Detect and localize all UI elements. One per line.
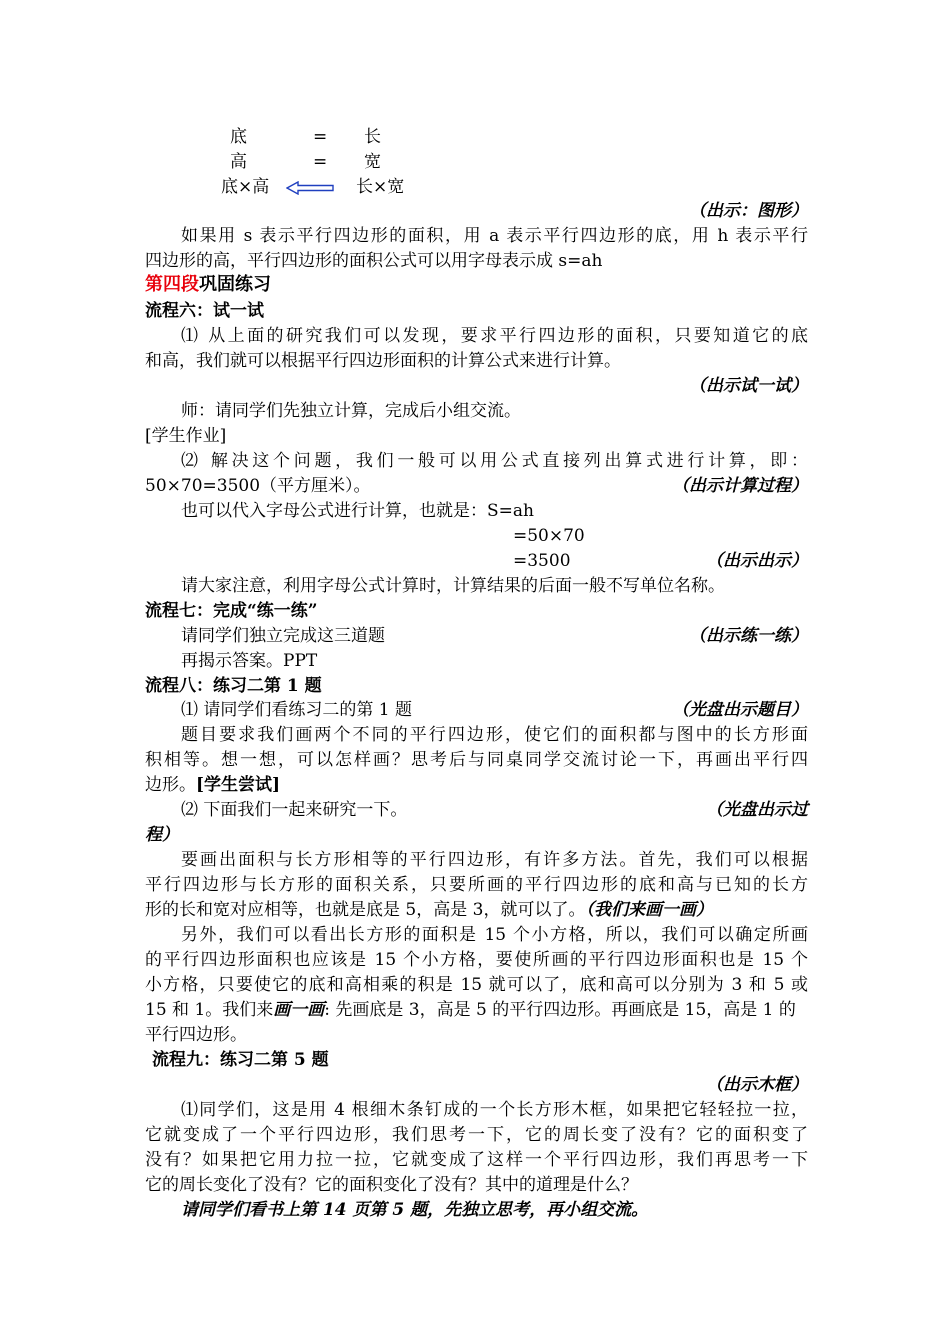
paragraph-line: 平行四边形。 xyxy=(145,1025,247,1045)
stage-note: （光盘出示题目） xyxy=(672,700,808,720)
stage-note: （出示：图形） xyxy=(689,201,808,221)
bracket-note: [学生作业] xyxy=(145,426,227,446)
paragraph-line: 积相等。想一想，可以怎样画？思考后与同桌同学交流讨论一下，再画出平行四 xyxy=(145,750,808,770)
paragraph-text: 边形。 xyxy=(145,775,196,795)
section-number: 第四段 xyxy=(145,274,199,295)
paragraph-line: ⑵ 解决这个问题，我们一般可以用公式直接列出算式进行计算，即： xyxy=(181,451,808,471)
hollow-left-arrow-icon xyxy=(286,181,334,195)
stage-note: （出示计算过程） xyxy=(672,476,808,496)
paragraph-line: 50×70=3500（平方厘米）。 xyxy=(145,476,371,496)
paragraph-text: 形的长和宽对应相等，也就是底是 5，高是 3，就可以了。 xyxy=(145,900,586,920)
paragraph-line: 请同学们独立完成这三道题 xyxy=(181,626,385,646)
paragraph-line xyxy=(145,898,713,922)
paragraph-line: 小方格，只要使它的底和高相乘的积是 15 就可以了，底和高可以分别为 3 和 5 或 xyxy=(145,975,808,995)
eq-height: 高 xyxy=(230,152,247,172)
eq-base-times-height: 底×高 xyxy=(221,177,270,197)
eq-equals: = xyxy=(313,152,328,172)
stage-note: （出示试一试） xyxy=(689,376,808,396)
eq-length-times-width: 长×宽 xyxy=(356,177,405,197)
paragraph-line: 四边形的高，平行四边形的面积公式可以用字母表示成 s=ah xyxy=(145,251,603,271)
paragraph-line: 它就变成了一个平行四边形，我们思考一下，它的周长变了没有？它的面积变了 xyxy=(145,1125,808,1145)
formula-step: =3500 xyxy=(513,551,571,571)
paragraph-line: 和高，我们就可以根据平行四边形面积的计算公式来进行计算。 xyxy=(145,351,621,371)
paragraph-line: ⑴ 请同学们看练习二的第 1 题 xyxy=(181,700,413,720)
stage-note: （出示练一练） xyxy=(689,626,808,646)
flow-heading: 流程九：练习二第 5 题 xyxy=(152,1050,329,1070)
paragraph-line: 平行四边形与长方形的面积关系，只要所画的平行四边形的底和高与已知的长方 xyxy=(145,875,808,895)
paragraph-line: 它的周长变化了没有？它的面积变化了没有？其中的道理是什么？ xyxy=(145,1175,638,1195)
paragraph-line: 另外，我们可以看出长方形的面积是 15 个小方格，所以，我们可以确定所画 xyxy=(181,925,808,945)
paragraph-line: ⑵ 下面我们一起来研究一下。 xyxy=(181,800,408,820)
flow-heading: 流程八：练习二第 1 题 xyxy=(145,676,322,696)
paragraph-line: 要画出面积与长方形相等的平行四边形，有许多方法。首先，我们可以根据 xyxy=(181,850,808,870)
paragraph-line: 没有？如果把它用力拉一拉，它就变成了这样一个平行四边形，我们再思考一下 xyxy=(145,1150,808,1170)
eq-width: 宽 xyxy=(364,152,381,172)
formula-step: =50×70 xyxy=(513,526,585,546)
paragraph-line: 再揭示答案。PPT xyxy=(181,651,318,671)
paragraph-line: 的平行四边形面积也应该是 15 个小方格，要使所画的平行四边形面积也是 15 个 xyxy=(145,950,808,970)
bracket-note: [学生尝试] xyxy=(196,775,281,795)
eq-base: 底 xyxy=(230,127,247,147)
stage-note: （我们来画一画） xyxy=(585,900,713,920)
eq-length: 长 xyxy=(364,127,381,147)
emphasis-text: 画一画 xyxy=(273,1000,325,1020)
paragraph-line: ⑴ 从上面的研究我们可以发现，要求平行四边形的面积，只要知道它的底 xyxy=(181,326,808,346)
section-title: 巩固练习 xyxy=(199,274,271,295)
paragraph-line: 师：请同学们先独立计算，完成后小组交流。 xyxy=(181,401,521,421)
paragraph-line xyxy=(145,773,280,797)
paragraph-line: 请大家注意，利用字母公式计算时，计算结果的后面一般不写单位名称。 xyxy=(181,576,725,596)
paragraph-text: 15 和 1。我们来 xyxy=(145,1000,274,1020)
stage-note: （出示出示） xyxy=(706,551,808,571)
stage-note: 程） xyxy=(145,825,179,845)
paragraph-line xyxy=(145,998,796,1022)
eq-equals: = xyxy=(313,127,328,147)
paragraph-line: ⑴同学们，这是用 4 根细木条钉成的一个长方形木框，如果把它轻轻拉一拉， xyxy=(181,1100,808,1120)
stage-note: （光盘出示过 xyxy=(706,800,808,820)
flow-heading: 流程七：完成“练一练” xyxy=(145,601,318,621)
paragraph-text: : 先画底是 3，高是 5 的平行四边形。再画底是 15，高是 1 的 xyxy=(324,1000,796,1020)
paragraph-line: 也可以代入字母公式进行计算，也就是：S=ah xyxy=(181,501,534,521)
paragraph-line: 题目要求我们画两个不同的平行四边形，使它们的面积都与图中的长方形面 xyxy=(181,725,808,745)
instruction-line: 请同学们看书上第 14 页第 5 题，先独立思考，再小组交流。 xyxy=(181,1200,649,1220)
paragraph-line: 如果用 s 表示平行四边形的面积，用 a 表示平行四边形的底，用 h 表示平行 xyxy=(181,226,808,246)
stage-note: （出示木框） xyxy=(706,1075,808,1095)
section-heading xyxy=(145,273,271,297)
flow-heading: 流程六：试一试 xyxy=(145,301,264,321)
